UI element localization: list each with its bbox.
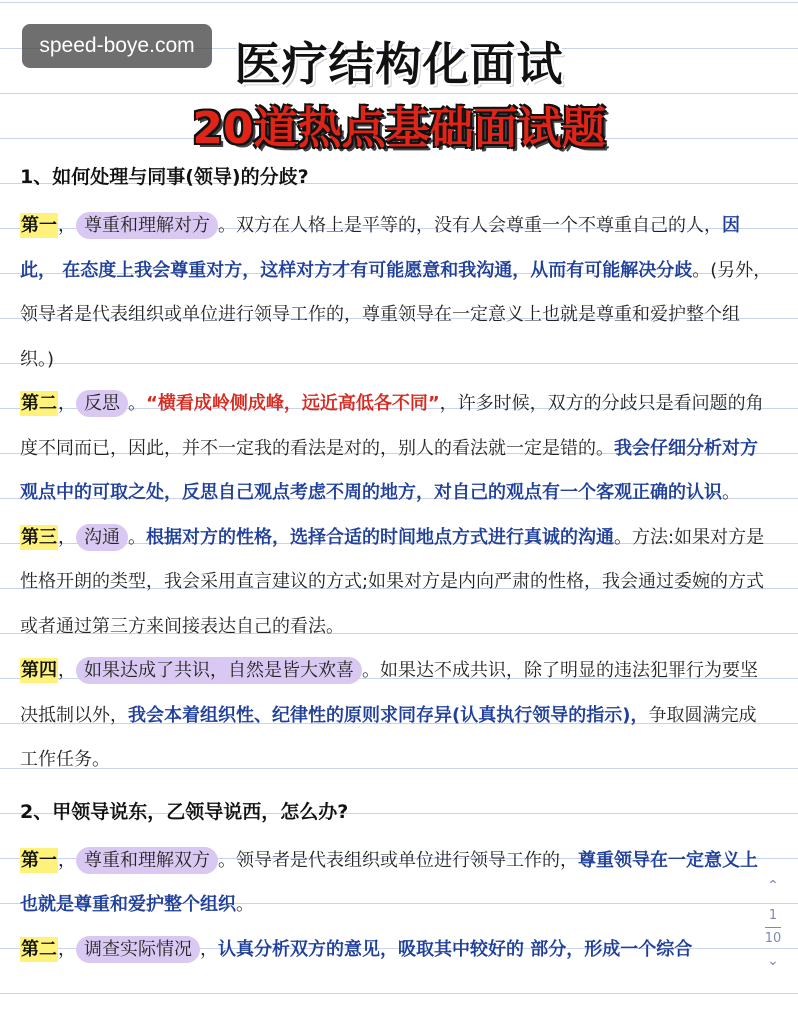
- body-text: 争取圆满完成工作任务。: [20, 704, 757, 770]
- emphasis-text: 根据对方的性格，选择合适的时间地点方式进行真诚的沟通: [146, 526, 614, 548]
- body-text: 。双方在人格上是平等的，没有人会尊重一个不尊重自己的人，: [218, 215, 722, 236]
- q2-paragraph-1: [20, 839, 772, 928]
- point-label: 第一: [21, 215, 57, 236]
- quote-text: “横看成岭侧成峰，远近高低各不同”: [146, 393, 440, 414]
- point-label: 第四: [21, 660, 57, 681]
- page-up-icon[interactable]: ⌃: [767, 878, 779, 894]
- body-text: 。如果达不成共识，除了明显的违法犯罪行为要坚决抵制以外，: [20, 660, 758, 726]
- q1-paragraph-1: [20, 204, 772, 382]
- separator: ，: [58, 849, 76, 871]
- point-label: 第三: [21, 526, 57, 548]
- key-phrase: 尊重和理解对方: [76, 212, 218, 239]
- separator: ，: [58, 526, 76, 548]
- point-label: 第二: [21, 938, 57, 960]
- emphasis-text: 尊重领导在一定意义上也就是尊重和爱护整个组织: [20, 849, 758, 915]
- page-down-icon[interactable]: ⌄: [767, 953, 779, 969]
- total-pages: 10: [764, 931, 782, 946]
- current-page: 1: [768, 908, 778, 923]
- q1-paragraph-2: [20, 382, 772, 516]
- question-1: 1、如何处理与同事(领导)的分歧?: [20, 166, 309, 188]
- body-text: ，: [200, 938, 218, 960]
- emphasis-text: 我会仔细分析对方观点中的可取之处，反思自己观点考虑不周的地方，对自己的观点有一个客观正确的认识: [20, 437, 758, 503]
- emphasis-text: 认真分析双方的意见，吸取其中较好的 部分，形成一个综合: [218, 938, 693, 960]
- key-phrase: 沟通: [76, 524, 128, 551]
- separator: ，: [58, 938, 76, 960]
- key-phrase: 调查实际情况: [76, 936, 200, 963]
- point-label: 第二: [21, 393, 57, 414]
- emphasis-text: 我会本着组织性、纪律性的原则求同存异(认真执行领导的指示)，: [128, 704, 649, 726]
- body-text: 。领导者是代表组织或单位进行领导工作的，: [218, 849, 578, 871]
- separator: ，: [58, 215, 76, 236]
- key-phrase: 如果达成了共识，自然是皆大欢喜: [76, 657, 362, 684]
- page-divider: [765, 927, 781, 928]
- page-indicator: [758, 878, 788, 983]
- q2-paragraph-2: [20, 928, 772, 973]
- body-text: 。(另外， 领导者是代表组织或单位进行领导工作的，尊重领导在一定意义上也就是尊重和爱护整个组 织。): [20, 259, 772, 370]
- article-body: [20, 160, 772, 972]
- body-text: 。: [236, 894, 254, 915]
- q1-paragraph-4: [20, 649, 772, 783]
- main-title: 医疗结构化面试: [234, 37, 564, 91]
- sub-title: 20道热点基础面试题: [192, 103, 606, 154]
- body-text: 。: [128, 526, 146, 548]
- q1-paragraph-3: [20, 516, 772, 650]
- emphasis-text: 因此， 在态度上我会尊重对方，这样对方才有可能愿意和我沟通，从而有可能解决分歧: [20, 215, 740, 281]
- watermark: speed-boye.com: [22, 24, 212, 68]
- body-text: 。方法:如果对方是性格开朗的类型，我会采用直言建议的方式;如果对方是内向严肃的性格，我会通过委婉的方式或者通过第三方来间接表达自己的看法。: [20, 526, 765, 637]
- question-2: 2、甲领导说东，乙领导说西，怎么办?: [20, 800, 349, 823]
- body-text: 。: [722, 482, 740, 503]
- key-phrase: 反思: [76, 390, 128, 417]
- separator: ，: [58, 660, 76, 681]
- separator: ，: [58, 393, 76, 414]
- body-text: 。: [128, 393, 146, 414]
- key-phrase: 尊重和理解双方: [76, 847, 218, 874]
- point-label: 第一: [21, 849, 57, 871]
- body-text: ，许多时候，双方的分歧只是看问题的角度不同而已，因此，并不一定我的看法是对的，别人的看法就一定是错的。: [20, 393, 764, 459]
